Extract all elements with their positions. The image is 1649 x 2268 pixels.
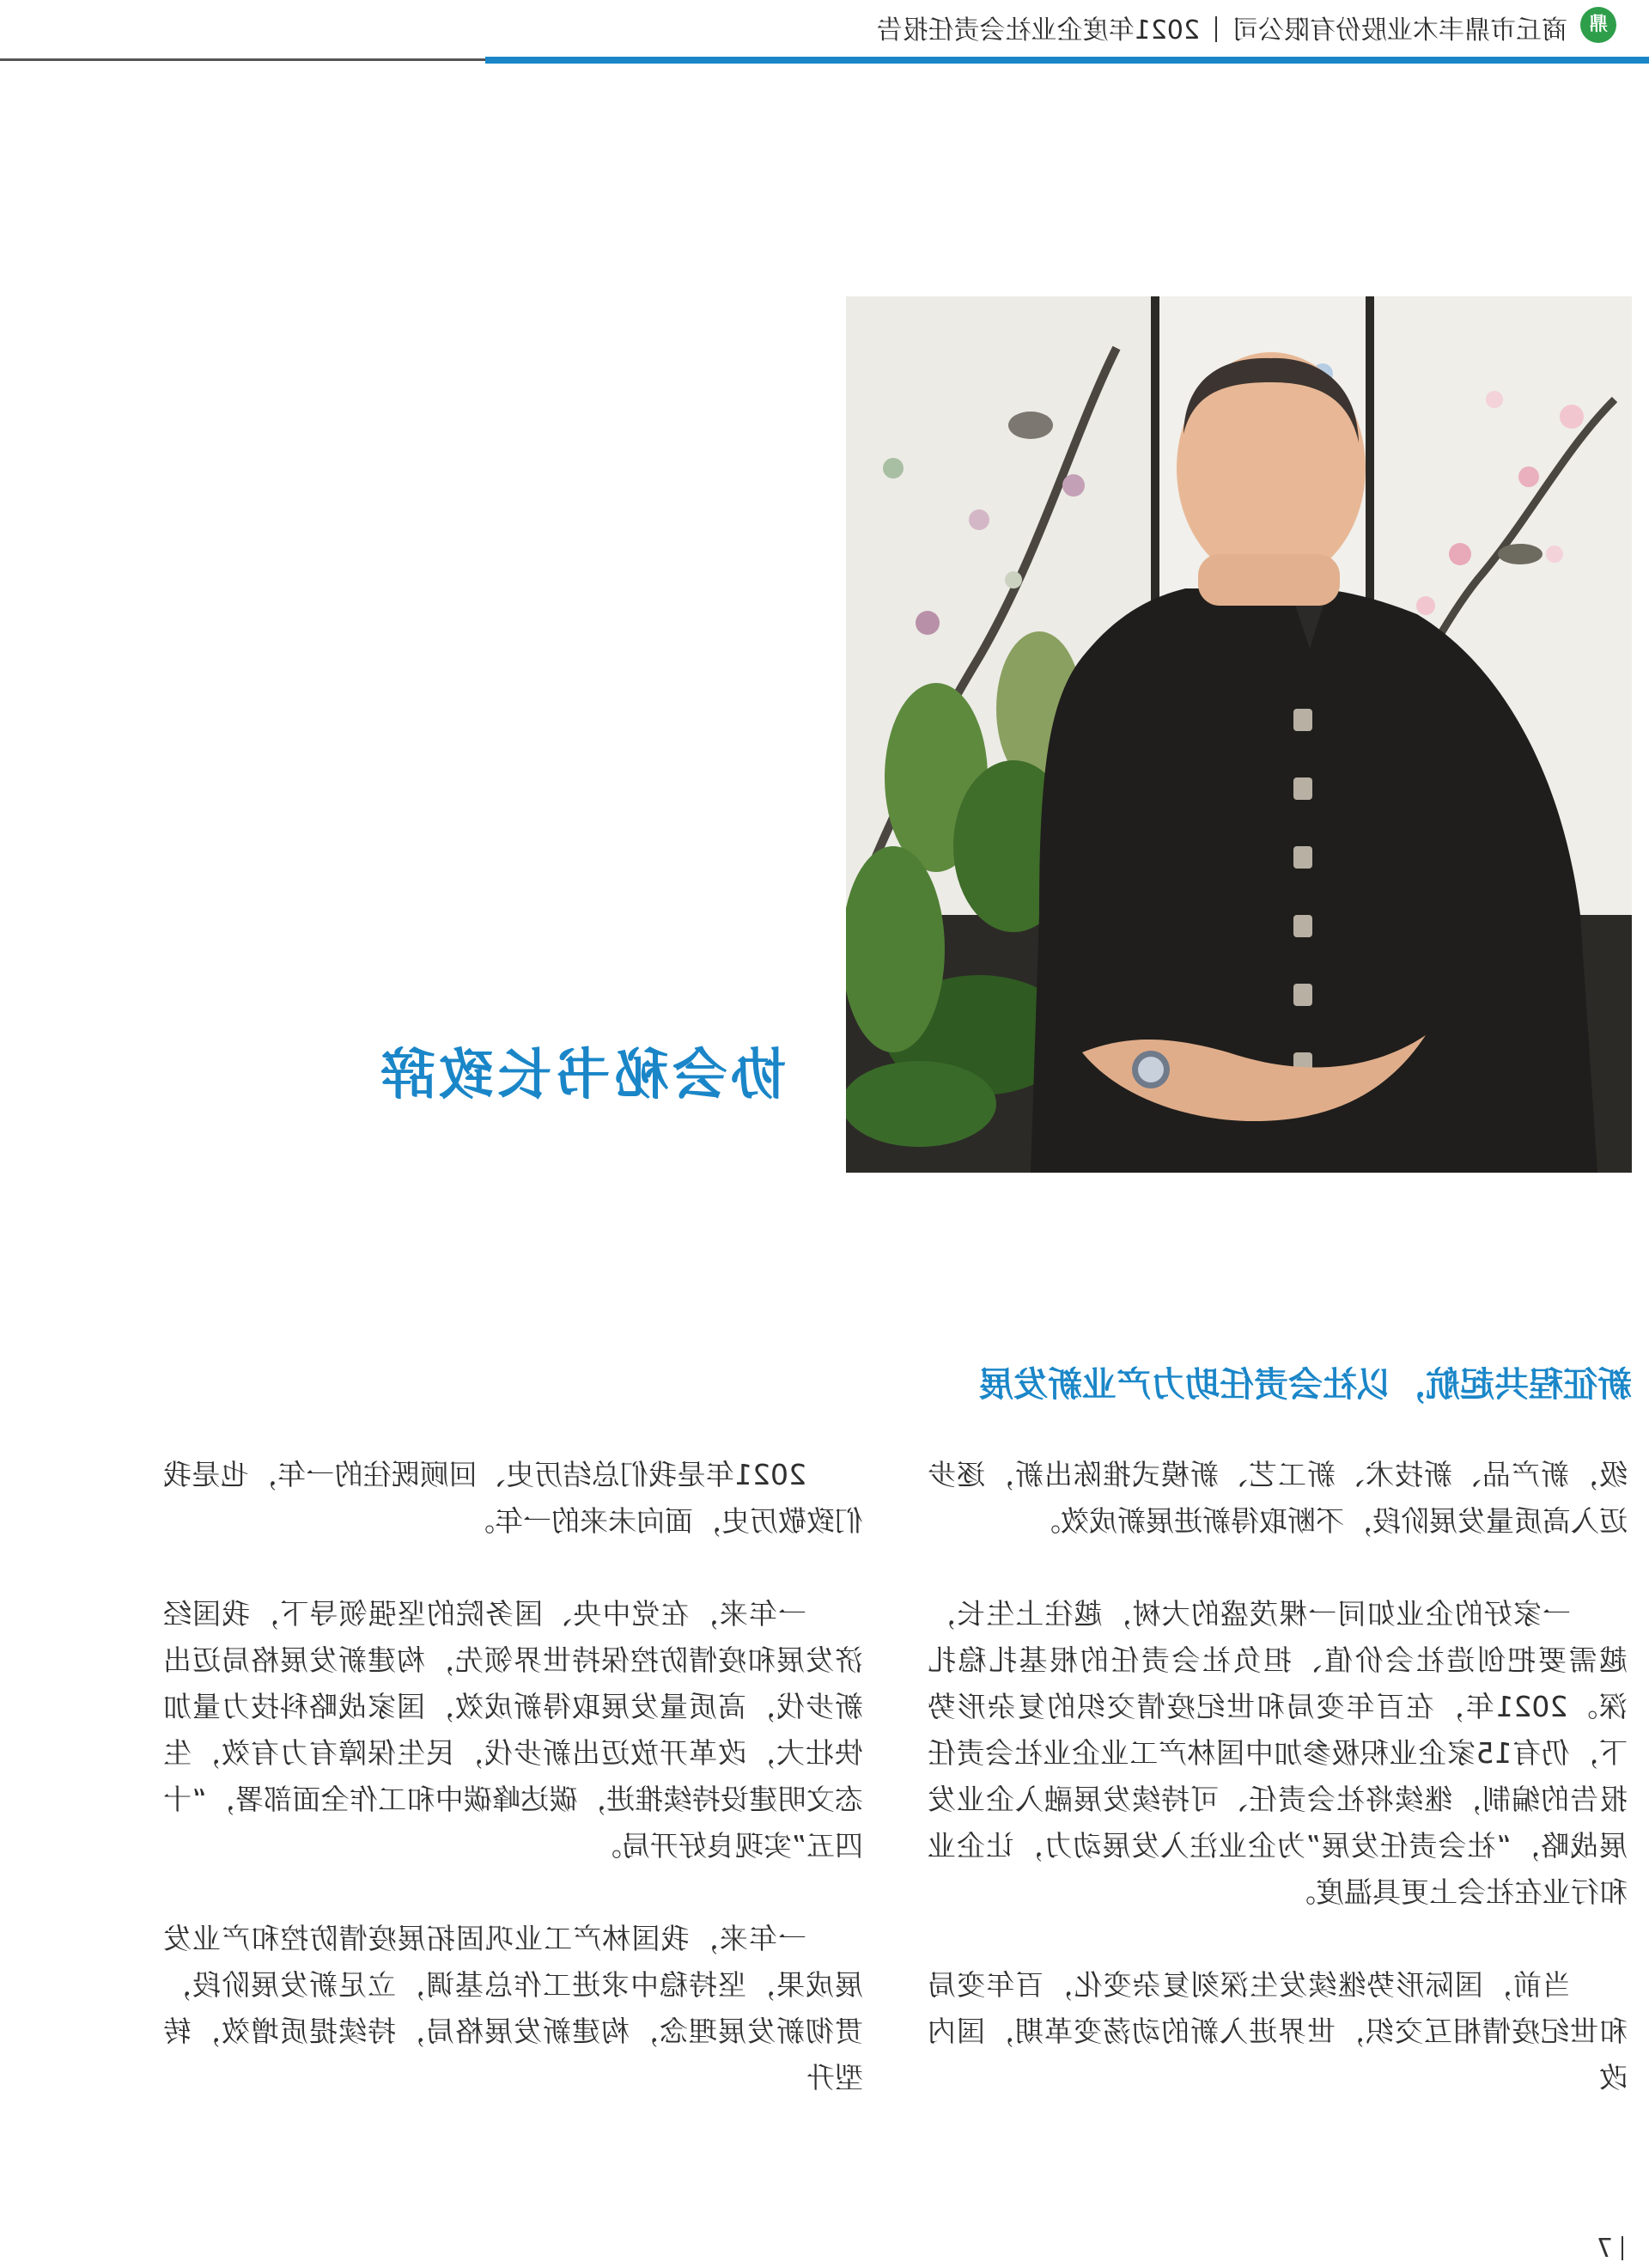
page-header — [0, 0, 1649, 69]
paragraph: 当前，国际形势继续发生深刻复杂变化，百年变局和世纪疫情相互交织，世界进入新的动荡变革期，国内改 — [928, 1968, 1628, 2094]
portrait-photo — [846, 296, 1632, 1173]
page-number — [1597, 2234, 1623, 2264]
text-column-2 — [928, 1452, 1628, 2148]
header-separator — [1215, 16, 1217, 42]
page-title: 协会秘书长致辞 — [377, 1044, 786, 1107]
header-report: 2021年度企业社会责任报告 — [876, 15, 1200, 46]
paragraph: 一年来，在党中央、国务院的坚强领导下，我国经济发展和疫情防控保持世界领先，构建新发展格局迈出新步伐，高质量发展取得新成效，国家战略科技力量加快壮大，改革开放迈出新步伐，民生保障有力有效，生态文明建设持续推进，碳达峰碳中和工作全面部署，“十四五”实现良好开局。 — [163, 1597, 863, 1863]
section-subtitle: 新征程共起航，以社会责任助力产业新发展 — [979, 1365, 1632, 1405]
text-column-1 — [163, 1452, 863, 2148]
paragraph: 2021年是我们总结历史、回顾既往的一年，也是我们致敬历史，面向未来的一年。 — [163, 1458, 863, 1538]
header-rule-gray — [0, 58, 485, 61]
paragraph: 一家好的企业如同一棵茂盛的大树，越往上生长，越需要把创造社会价值、担负社会责任的根基扎稳扎深。2021年，在百年变局和世纪疫情交织的复杂形势下，仍有15家企业积极参加中国林产工业企业社会责任报告的编制，继续将社会责任、可持续发展融入企业发展战略，“社会责任发展”为企业注入发展动力，让企业和行业在社会上更具温度。 — [928, 1597, 1628, 1909]
paragraph: 一年来，我国林产工业巩固拓展疫情防控和产业发展成果，坚持稳中求进工作总基调，立足新发展阶段，贯彻新发展理念，构建新发展格局，持续提质增效，转型升 — [163, 1922, 863, 2094]
header-company: 商丘市鼎丰木业股份有限公司 — [1232, 15, 1567, 46]
paragraph: 级，新产品、新技术、新工艺、新模式推陈出新，逐步迈入高质量发展阶段，不断取得新进展新成效。 — [928, 1458, 1628, 1538]
page-number-value: 7 — [1596, 2234, 1613, 2264]
page-number-bar — [1622, 2236, 1623, 2260]
company-logo: 鼎 — [1580, 7, 1616, 43]
header-title — [877, 9, 1567, 46]
header-rule-blue — [485, 57, 1649, 64]
